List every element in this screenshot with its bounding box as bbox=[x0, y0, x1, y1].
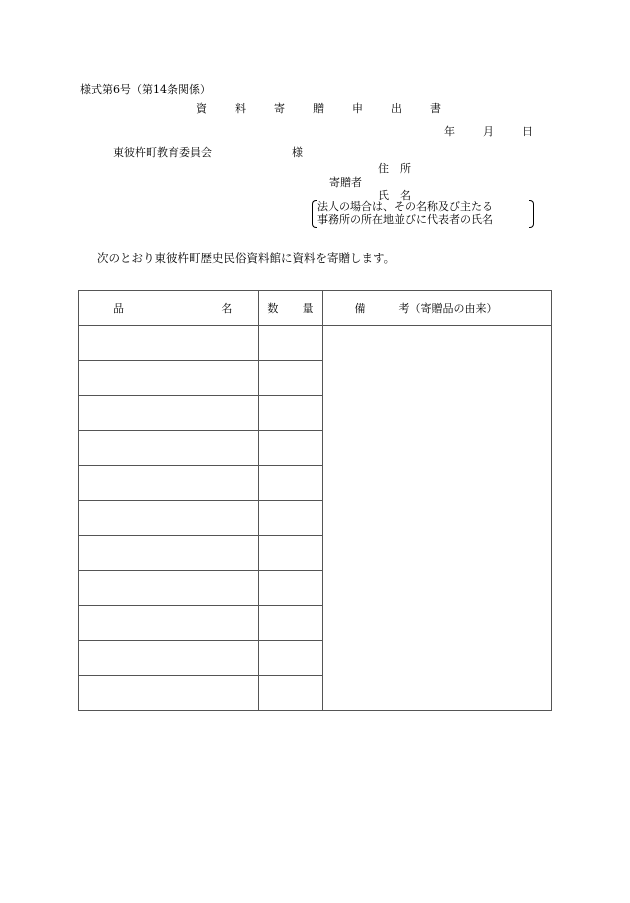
date-year: 年 bbox=[444, 125, 455, 138]
item-name-cell[interactable] bbox=[79, 326, 259, 361]
item-name-cell[interactable] bbox=[79, 361, 259, 396]
table-row bbox=[79, 326, 552, 361]
item-name-cell[interactable] bbox=[79, 606, 259, 641]
item-name-cell[interactable] bbox=[79, 676, 259, 711]
item-name-cell[interactable] bbox=[79, 571, 259, 606]
quantity-cell[interactable] bbox=[259, 396, 322, 431]
quantity-cell[interactable] bbox=[259, 571, 322, 606]
quantity-cell[interactable] bbox=[259, 606, 322, 641]
name-label: 氏 名 bbox=[378, 189, 411, 202]
date-month: 月 bbox=[483, 125, 494, 138]
quantity-cell[interactable] bbox=[259, 501, 322, 536]
quantity-cell[interactable] bbox=[259, 676, 322, 711]
table-header-row bbox=[79, 291, 552, 326]
item-name-cell[interactable] bbox=[79, 641, 259, 676]
right-bracket bbox=[529, 200, 534, 228]
item-name-cell[interactable] bbox=[79, 431, 259, 466]
item-name-cell[interactable] bbox=[79, 396, 259, 431]
header-item-char: 品 bbox=[113, 302, 124, 315]
title-char: 書 bbox=[430, 102, 441, 115]
addressee: 東彼杵町教育委員会 bbox=[113, 146, 212, 159]
corporate-note-line2: 事務所の所在地並びに代表者の氏名 bbox=[317, 213, 493, 226]
corporate-note bbox=[312, 200, 534, 226]
item-name-cell[interactable] bbox=[79, 536, 259, 571]
date-day: 日 bbox=[522, 125, 533, 138]
quantity-cell[interactable] bbox=[259, 361, 322, 396]
donation-table bbox=[78, 290, 552, 711]
header-qty-char: 量 bbox=[302, 302, 314, 315]
header-qty-char: 数 bbox=[267, 302, 279, 315]
header-remarks-text: 備 考（寄贈品の由来） bbox=[354, 302, 498, 315]
left-bracket bbox=[312, 200, 317, 228]
item-name-cell[interactable] bbox=[79, 466, 259, 501]
quantity-cell[interactable] bbox=[259, 431, 322, 466]
title-char: 申 bbox=[352, 102, 363, 115]
form-number: 様式第6号（第14条関係） bbox=[80, 83, 211, 96]
donor-label: 寄贈者 bbox=[329, 176, 362, 189]
quantity-cell[interactable] bbox=[259, 536, 322, 571]
date-line bbox=[444, 126, 561, 137]
address-label: 住 所 bbox=[378, 162, 411, 175]
quantity-cell[interactable] bbox=[259, 326, 322, 361]
title-char: 料 bbox=[235, 102, 246, 115]
quantity-cell[interactable] bbox=[259, 466, 322, 501]
title-char: 贈 bbox=[313, 102, 324, 115]
corporate-note-line1: 法人の場合は、その名称及び主たる bbox=[317, 200, 493, 213]
header-remarks bbox=[322, 291, 552, 326]
header-quantity bbox=[259, 291, 322, 326]
title-char: 出 bbox=[391, 102, 402, 115]
quantity-cell[interactable] bbox=[259, 641, 322, 676]
document-title bbox=[196, 103, 469, 114]
header-item-name bbox=[79, 291, 259, 326]
title-char: 寄 bbox=[274, 102, 285, 115]
title-char: 資 bbox=[196, 102, 207, 115]
remarks-cell[interactable] bbox=[322, 326, 552, 711]
item-name-cell[interactable] bbox=[79, 501, 259, 536]
honorific: 様 bbox=[292, 146, 303, 159]
header-item-char: 名 bbox=[221, 302, 233, 315]
body-text: 次のとおり東彼杵町歴史民俗資料館に資料を寄贈します。 bbox=[97, 251, 396, 265]
